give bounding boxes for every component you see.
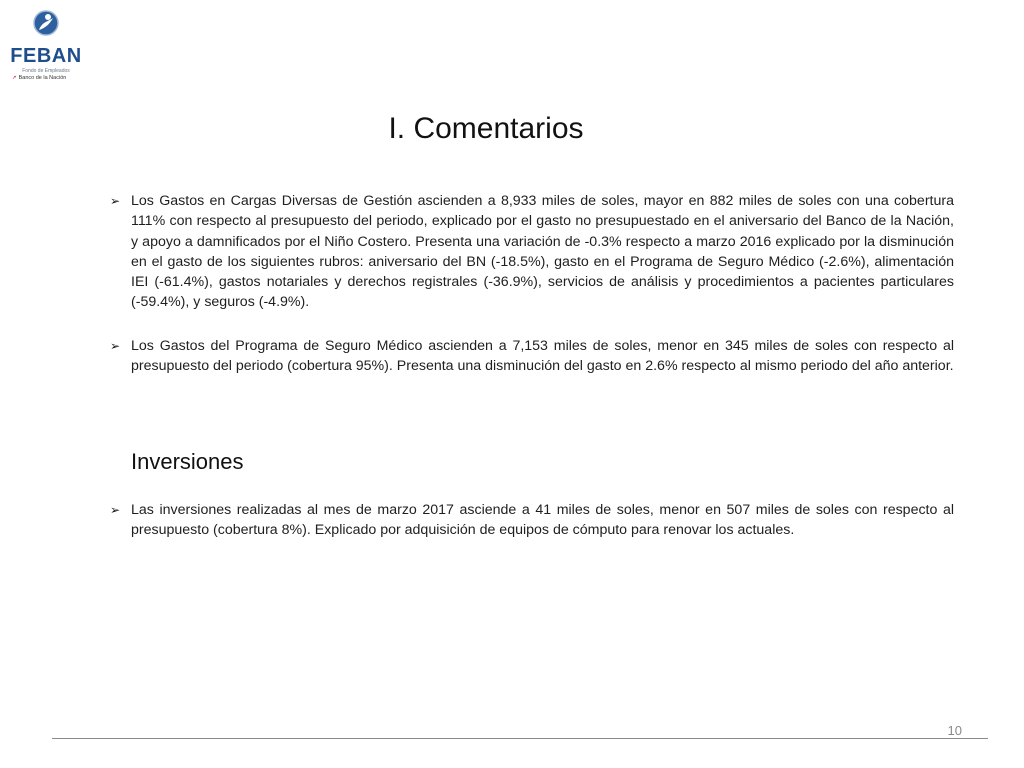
bullet-text: Las inversiones realizadas al mes de marzo 2017 asciende a 41 miles de soles, menor en 507 miles de soles con respecto al presupuesto (cobertura 8%). Explicado por adquisición de equipos de cómputo para renovar los actuales. [131, 502, 954, 539]
logo-bank-name: Banco de la Nación [18, 75, 67, 81]
bullet-text: Los Gastos en Cargas Diversas de Gestión ascienden a 8,933 miles de soles, mayor en 882 miles de soles con una cobertura 111% con respecto al presupuesto del periodo, explicado por el gasto no presupuestado en el aniversario del Banco de la Nación, y apoyo a damnificados por el Niño Costero. Presenta una variación de -0.3% respecto a marzo 2016 explicado por la disminución en el gasto de los siguientes rubros: aniversario del BN (-18.5%), gasto en el Programa de Seguro Médico (-2.6%), alimentación IEI (-61.4%), gastos notariales y derechos registrales (-36.9%), servicios de análisis y procedimientos a pacientes particulares (-59.4%), y seguros (-4.9%). [131, 193, 954, 311]
feban-globe-icon [33, 8, 59, 42]
bullet-item [110, 336, 954, 377]
bullet-item [110, 500, 954, 541]
page-number: 10 [947, 723, 962, 738]
bullet-item [110, 191, 954, 313]
arrow-bullet-icon: ➢ [110, 194, 121, 208]
section-title: Inversiones [131, 449, 244, 474]
feban-logo [6, 6, 86, 82]
logo-name: FEBAN [10, 45, 82, 67]
arrow-bullet-icon: ➢ [110, 339, 121, 353]
page-title: I. Comentarios [388, 112, 584, 145]
bank-mark-icon: ➚ [12, 75, 17, 81]
arrow-bullet-icon: ➢ [110, 503, 121, 517]
logo-subtitle: Fondo de Empleados [22, 68, 70, 74]
footer-divider [52, 738, 988, 739]
logo-bank [12, 75, 86, 82]
bullet-text: Los Gastos del Programa de Seguro Médico ascienden a 7,153 miles de soles, menor en 345 miles de soles con respecto al presupuesto del periodo (cobertura 95%). Presenta una disminución del gasto en 2.6% respecto al mismo periodo del año anterior. [131, 338, 954, 375]
